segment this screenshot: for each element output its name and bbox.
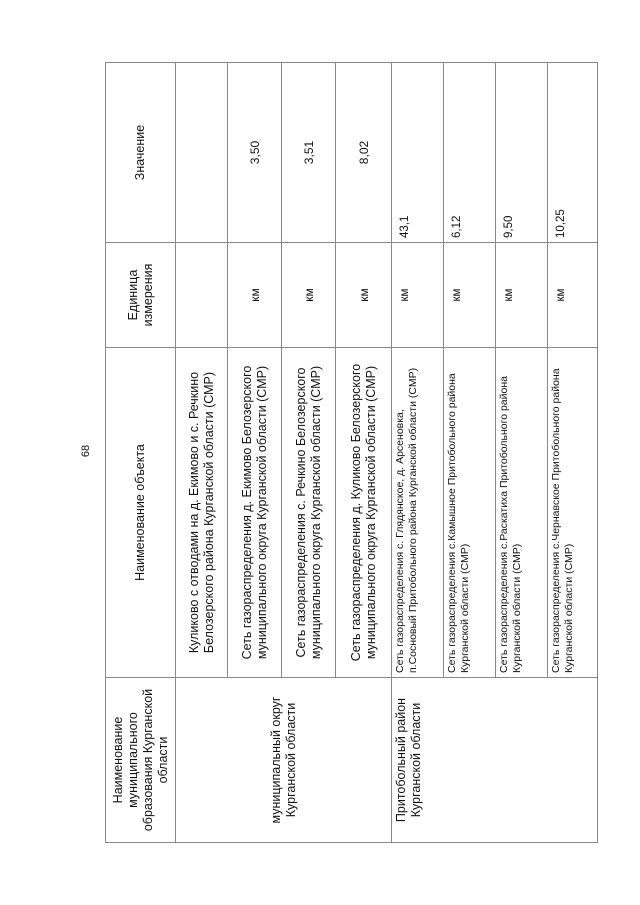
unit-cell: км [548, 243, 598, 348]
object-cell: Сеть газораспределения д. Куликово Белозерского муниципального округа Курганской области (СМР) [336, 348, 392, 678]
object-cell: Сеть газораспределения д. Екимово Белозерского муниципального округа Курганской области (СМР) [228, 348, 282, 678]
unit-cell: км [392, 243, 444, 348]
table-header-row [106, 63, 176, 843]
value-cell [176, 63, 228, 243]
object-cell: Сеть газораспределения с. Глядянское, д. Арсеновка, п.Сосновый Притобольного района Курганской области (СМР) [392, 348, 444, 678]
unit-cell: км [228, 243, 282, 348]
table-row [176, 63, 228, 843]
object-cell: Сеть газораспределения с.Раскатиха Притобольного района Курганской области (СМР) [496, 348, 548, 678]
table-row [392, 63, 444, 843]
value-cell: 3,51 [282, 63, 336, 243]
object-cell: Куликово с отводами на д. Екимово и с. Речкино Белозерского района Курганской области (СМР) [176, 348, 228, 678]
header-value: Значение [106, 63, 176, 243]
unit-cell: км [282, 243, 336, 348]
header-object: Наименование объекта [106, 348, 176, 678]
header-municipality: Наименование муниципального образования Курганской области [106, 678, 176, 843]
page-number: 68 [80, 444, 92, 458]
object-cell: Сеть газораспределения с. Речкино Белозерского муниципального округа Курганской области (СМР) [282, 348, 336, 678]
value-cell: 6,12 [444, 63, 496, 243]
value-cell: 43,1 [392, 63, 444, 243]
value-cell: 3,50 [228, 63, 282, 243]
unit-cell [176, 243, 228, 348]
object-cell: Сеть газораспределения с.Камышное Притобольного района Курганской области (СМР) [444, 348, 496, 678]
municipality-cell: муниципальный округ Курганской области [176, 678, 392, 843]
rotated-table-wrapper [105, 63, 597, 843]
header-unit: Единица измерения [106, 243, 176, 348]
value-cell: 10,25 [548, 63, 598, 243]
value-cell: 8,02 [336, 63, 392, 243]
object-cell: Сеть газораспределения с.Чернавское Притобольного района Курганской области (СМР) [548, 348, 598, 678]
value-cell: 9,50 [496, 63, 548, 243]
municipality-cell: Притобольный район Курганской области [392, 678, 598, 843]
unit-cell: км [496, 243, 548, 348]
unit-cell: км [444, 243, 496, 348]
gas-network-table [105, 62, 598, 843]
unit-cell: км [336, 243, 392, 348]
